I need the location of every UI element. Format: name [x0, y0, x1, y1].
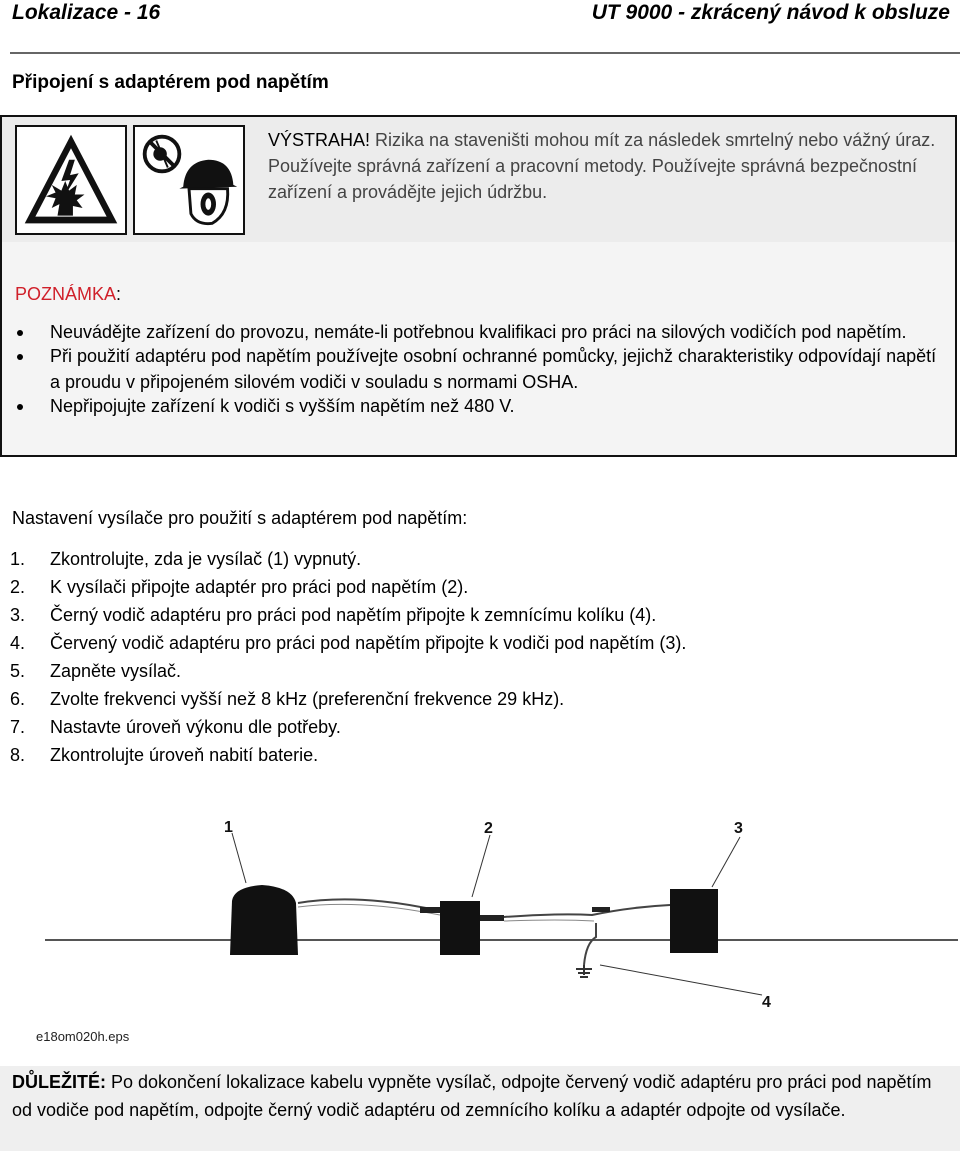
step-text: Zkontrolujte úroveň nabití baterie. — [50, 745, 319, 765]
connection-diagram — [0, 805, 960, 1050]
diagram-filename: e18om020h.eps — [36, 1029, 130, 1044]
step-number: 5. — [10, 661, 26, 681]
header-right-title: UT 9000 - zkrácený návod k obsluze — [591, 1, 950, 24]
leader-line-3 — [712, 837, 740, 887]
step-number: 7. — [10, 717, 26, 737]
note-suffix: : — [116, 284, 122, 304]
note-item — [12, 393, 942, 419]
section-title: Připojení s adaptérem pod napětím — [12, 72, 329, 93]
step-item — [10, 657, 686, 685]
warning-label: VÝSTRAHA! — [268, 130, 371, 150]
step-item — [10, 601, 686, 629]
step-item — [10, 685, 686, 713]
adapter-box — [440, 901, 480, 955]
step-number: 1. — [10, 549, 26, 569]
step-item — [10, 713, 686, 741]
warning-box — [0, 115, 957, 457]
step-number: 8. — [10, 745, 26, 765]
note-item-text: Při použití adaptéru pod napětím používejte osobní ochranné pomůcky, jejichž charakteristiky odpovídají napětí a proudu v připojeném silovém vodiči v souladu s normami OSHA. — [50, 346, 937, 392]
cable-connector-left — [420, 907, 440, 913]
leader-line-4 — [600, 965, 762, 995]
label-4: 4 — [762, 994, 771, 1011]
step-number: 3. — [10, 605, 26, 625]
important-text: Po dokončení lokalizace kabelu vypněte vysílač, odpojte červený vodič adaptéru pro práci pod napětím od vodiče pod napětím, odpojte černý vodič adaptéru od zemnícího kolíku a adaptér odpojte od vysílače. — [12, 1072, 932, 1120]
step-item — [10, 629, 686, 657]
header-divider — [10, 52, 960, 54]
transmitter-shape — [230, 885, 298, 955]
header-left-title: Lokalizace - 16 — [12, 1, 161, 24]
note-item-text: Nepřipojujte zařízení k vodiči s vyšším napětím než 480 V. — [50, 396, 515, 416]
label-1: 1 — [224, 819, 233, 836]
warning-text — [268, 127, 948, 205]
step-item — [10, 573, 686, 601]
note-label: POZNÁMKA — [15, 284, 117, 304]
leader-line-2 — [472, 835, 490, 897]
label-2: 2 — [484, 820, 493, 837]
step-text: Zkontrolujte, zda je vysílač (1) vypnutý. — [50, 549, 362, 569]
cable-adapter-conductor — [504, 905, 670, 917]
note-item — [12, 343, 942, 395]
step-item — [10, 741, 686, 769]
clip-connector — [592, 907, 610, 912]
step-number: 2. — [10, 577, 26, 597]
step-text: K vysílači připojte adaptér pro práci pod napětím (2). — [50, 577, 469, 597]
step-number: 4. — [10, 633, 26, 653]
bullet-icon — [17, 404, 23, 410]
step-item — [10, 545, 686, 573]
step-text: Červený vodič adaptéru pro práci pod napětím připojte k vodiči pod napětím (3). — [50, 633, 687, 653]
ground-wire — [584, 923, 596, 965]
step-text: Nastavte úroveň výkonu dle potřeby. — [50, 717, 341, 737]
note-item-text: Neuvádějte zařízení do provozu, nemáte-li potřebnou kvalifikaci pro práci na silových vodičích pod napětím. — [50, 322, 907, 342]
page-header — [12, 0, 950, 36]
setup-steps-list — [10, 545, 686, 769]
important-label: DŮLEŽITÉ: — [12, 1072, 106, 1092]
important-notice — [0, 1066, 960, 1151]
leader-line-1 — [232, 833, 246, 883]
setup-heading: Nastavení vysílače pro použití s adaptérem pod napětím: — [12, 508, 468, 528]
live-conductor-box — [670, 889, 718, 953]
cable-adapter-conductor-2 — [504, 920, 594, 921]
step-text: Zapněte vysílač. — [50, 661, 182, 681]
note-heading — [15, 284, 121, 305]
label-3: 3 — [734, 820, 743, 837]
note-list — [12, 319, 942, 419]
step-text: Černý vodič adaptéru pro práci pod napětím připojte k zemnícímu kolíku (4). — [50, 605, 657, 625]
cable-connector-right — [480, 915, 504, 921]
protective-equipment-icon — [133, 125, 245, 235]
step-number: 6. — [10, 689, 26, 709]
warning-body: Rizika na staveništi mohou mít za následek smrtelný nebo vážný úraz. Používejte správná zařízení a pracovní metody. Používejte správná bezpečnostní zařízení a provádějte jejich údržbu. — [268, 130, 936, 202]
step-text: Zvolte frekvenci vyšší než 8 kHz (preferenční frekvence 29 kHz). — [50, 689, 565, 709]
electric-shock-warning-icon — [15, 125, 127, 235]
bullet-icon — [17, 354, 23, 360]
note-item — [12, 319, 942, 345]
bullet-icon — [17, 330, 23, 336]
